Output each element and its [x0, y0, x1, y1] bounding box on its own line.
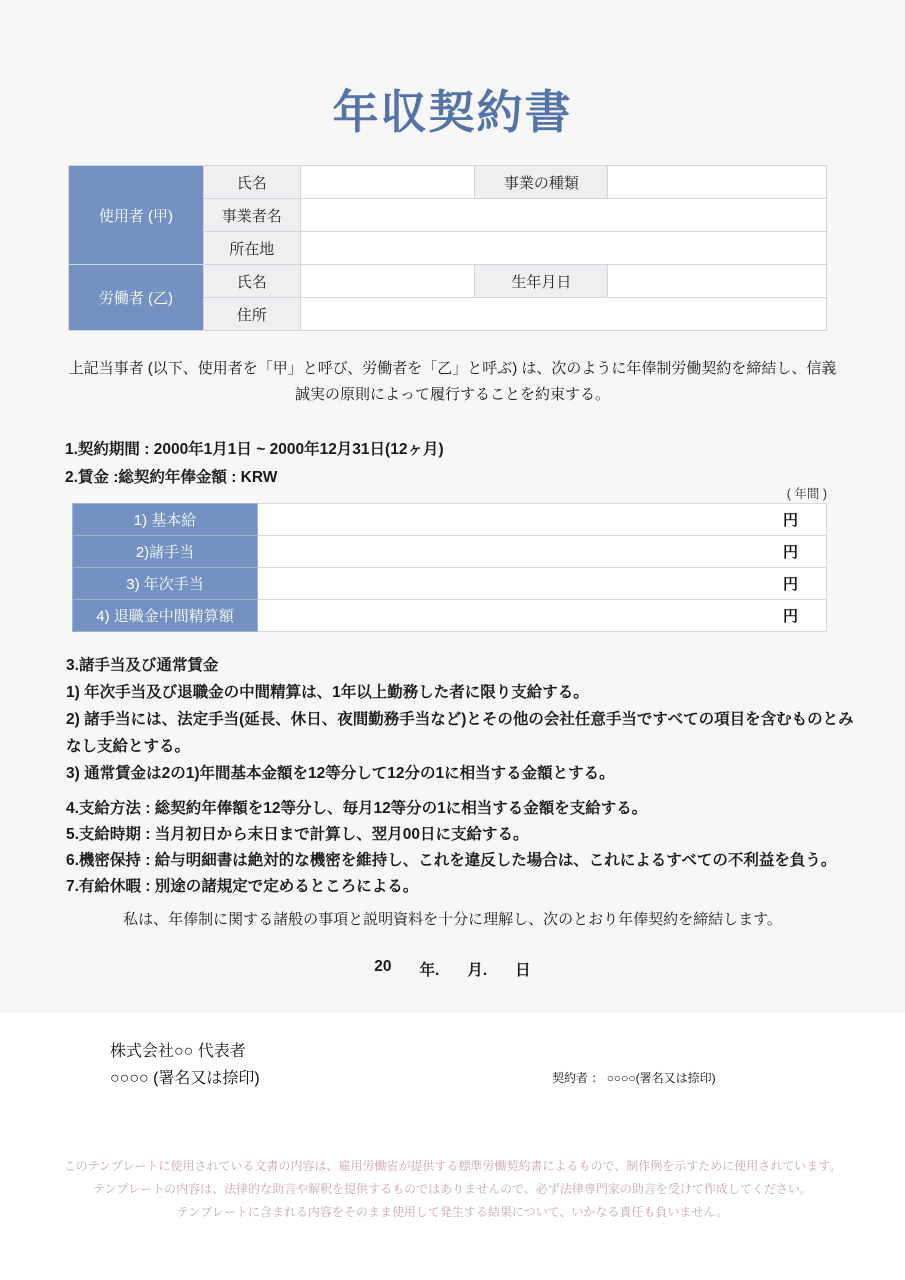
- signature-date-line: [0, 958, 905, 980]
- currency-unit: 円: [782, 512, 798, 529]
- template-disclaimer: [0, 1155, 905, 1224]
- table-row: [73, 568, 827, 600]
- clause-3-heading: 3.諸手当及び通常賃金: [66, 657, 219, 674]
- company-representative-line: 株式会社○○ 代表者: [110, 1043, 246, 1060]
- page-title: 年収契約書: [332, 86, 573, 138]
- employer-name-label: 氏名: [203, 166, 300, 199]
- employer-group-cell: 使用者 (甲): [69, 166, 204, 265]
- worker-name-label: 氏名: [203, 265, 300, 298]
- clause-1-contract-period: 1.契約期間 : 2000年1月1日 ~ 2000年12月31日(12ヶ月): [65, 441, 444, 458]
- employer-address-input-cell[interactable]: [300, 232, 826, 265]
- employer-address-label: 所在地: [203, 232, 300, 265]
- disclaimer-line-2: テンプレートの内容は、法律的な助言や解釈を提供するものではありませんので、必ず法律専門家の助言を受けて作成してください。: [93, 1182, 812, 1196]
- company-seal-line: ○○○○ (署名又は捺印): [110, 1070, 260, 1087]
- table-row: [73, 600, 827, 632]
- per-year-note: ( 年間 ): [786, 487, 827, 501]
- disclaimer-line-3: テンプレートに含まれる内容をそのまま使用して発生する結果について、いかなる責任も負いません。: [176, 1205, 729, 1219]
- worker-address-label: 住所: [203, 298, 300, 331]
- clause-4-payment-method: 4.支給方法 : 総契約年俸額を12等分し、毎月12等分の1に相当する金額を支給する。: [66, 800, 648, 817]
- clause-block-4-7: [66, 796, 858, 900]
- clause-block-1-2: [65, 436, 855, 492]
- birthdate-input-cell[interactable]: [608, 265, 827, 298]
- business-type-label: 事業の種類: [475, 166, 608, 199]
- salary-row-amount-annual[interactable]: [258, 568, 827, 600]
- intro-line-1: 上記当事者 (以下、使用者を「甲」と呼び、労働者を「乙」と呼ぶ) は、次のように年俸制労働契約を締結し、信義: [68, 360, 837, 377]
- date-year-label: 年.: [419, 962, 440, 979]
- company-signature-block: [110, 1038, 260, 1092]
- parties-table: [68, 165, 827, 331]
- table-row: [69, 166, 827, 199]
- worker-group-cell: 労働者 (乙): [69, 265, 204, 331]
- contractor-seal-value: ○○○○(署名又は捺印): [606, 1071, 716, 1085]
- clause-6-confidentiality: 6.機密保持 : 給与明細書は絶対的な機密を維持し、これを違反した場合は、これによるすべての不利益を負う。: [66, 852, 837, 869]
- table-row: [73, 536, 827, 568]
- table-row: [69, 265, 827, 298]
- clause-3-item-1: 1) 年次手当及び退職金の中間精算は、1年以上勤務した者に限り支給する。: [66, 684, 589, 701]
- acknowledgement-statement: 私は、年俸制に関する諸般の事項と説明資料を十分に理解し、次のとおり年俸契約を締結します。: [123, 911, 782, 928]
- currency-unit: 円: [782, 576, 798, 593]
- intro-paragraph: [0, 356, 905, 408]
- business-name-input-cell[interactable]: [300, 199, 826, 232]
- salary-row-label-annual: 3) 年次手当: [73, 568, 258, 600]
- salary-row-amount-allowances[interactable]: [258, 536, 827, 568]
- table-row: [73, 504, 827, 536]
- employer-name-input-cell[interactable]: [300, 166, 475, 199]
- clause-3-block: [66, 652, 858, 787]
- business-name-label: 事業者名: [203, 199, 300, 232]
- business-type-input-cell[interactable]: [608, 166, 827, 199]
- salary-breakdown-table: [72, 503, 827, 632]
- clause-7-paid-leave: 7.有給休暇 : 別途の諸規定で定めるところによる。: [66, 878, 419, 895]
- worker-address-input-cell[interactable]: [300, 298, 826, 331]
- salary-row-amount-base[interactable]: [258, 504, 827, 536]
- worker-name-input-cell[interactable]: [300, 265, 475, 298]
- date-month-label: 月.: [467, 962, 488, 979]
- contractor-label: 契約者 ：: [552, 1071, 604, 1085]
- contractor-signature-line: [552, 1069, 716, 1086]
- currency-unit: 円: [782, 608, 798, 625]
- clause-5-payment-timing: 5.支給時期 : 当月初日から末日まで計算し、翌月00日に支給する。: [66, 826, 529, 843]
- intro-line-2: 誠実の原則によって履行することを約束する。: [294, 386, 610, 403]
- salary-row-label-allowances: 2)諸手当: [73, 536, 258, 568]
- clause-3-item-2: 2) 諸手当には、法定手当(延長、休日、夜間勤務手当など)とその他の会社任意手当ですべての項目を含むものとみなし支給とする。: [66, 711, 854, 755]
- birthdate-label: 生年月日: [475, 265, 608, 298]
- date-day-label: 日: [515, 962, 531, 979]
- salary-row-label-severance: 4) 退職金中間精算額: [73, 600, 258, 632]
- salary-row-amount-severance[interactable]: [258, 600, 827, 632]
- currency-unit: 円: [782, 544, 798, 561]
- clause-2-wage: 2.賃金 :総契約年俸金額 : KRW: [65, 469, 278, 486]
- footer-signature-area: [0, 1013, 905, 1280]
- date-year-prefix: 20: [374, 958, 392, 975]
- salary-row-label-base: 1) 基本給: [73, 504, 258, 536]
- disclaimer-line-1: このテンプレートに使用されている文書の内容は、雇用労働省が提供する標準労働契約書によるもので、制作例を示すために使用されています。: [63, 1159, 842, 1173]
- clause-3-item-3: 3) 通常賃金は2の1)年間基本金額を12等分して12分の1に相当する金額とする。: [66, 765, 615, 782]
